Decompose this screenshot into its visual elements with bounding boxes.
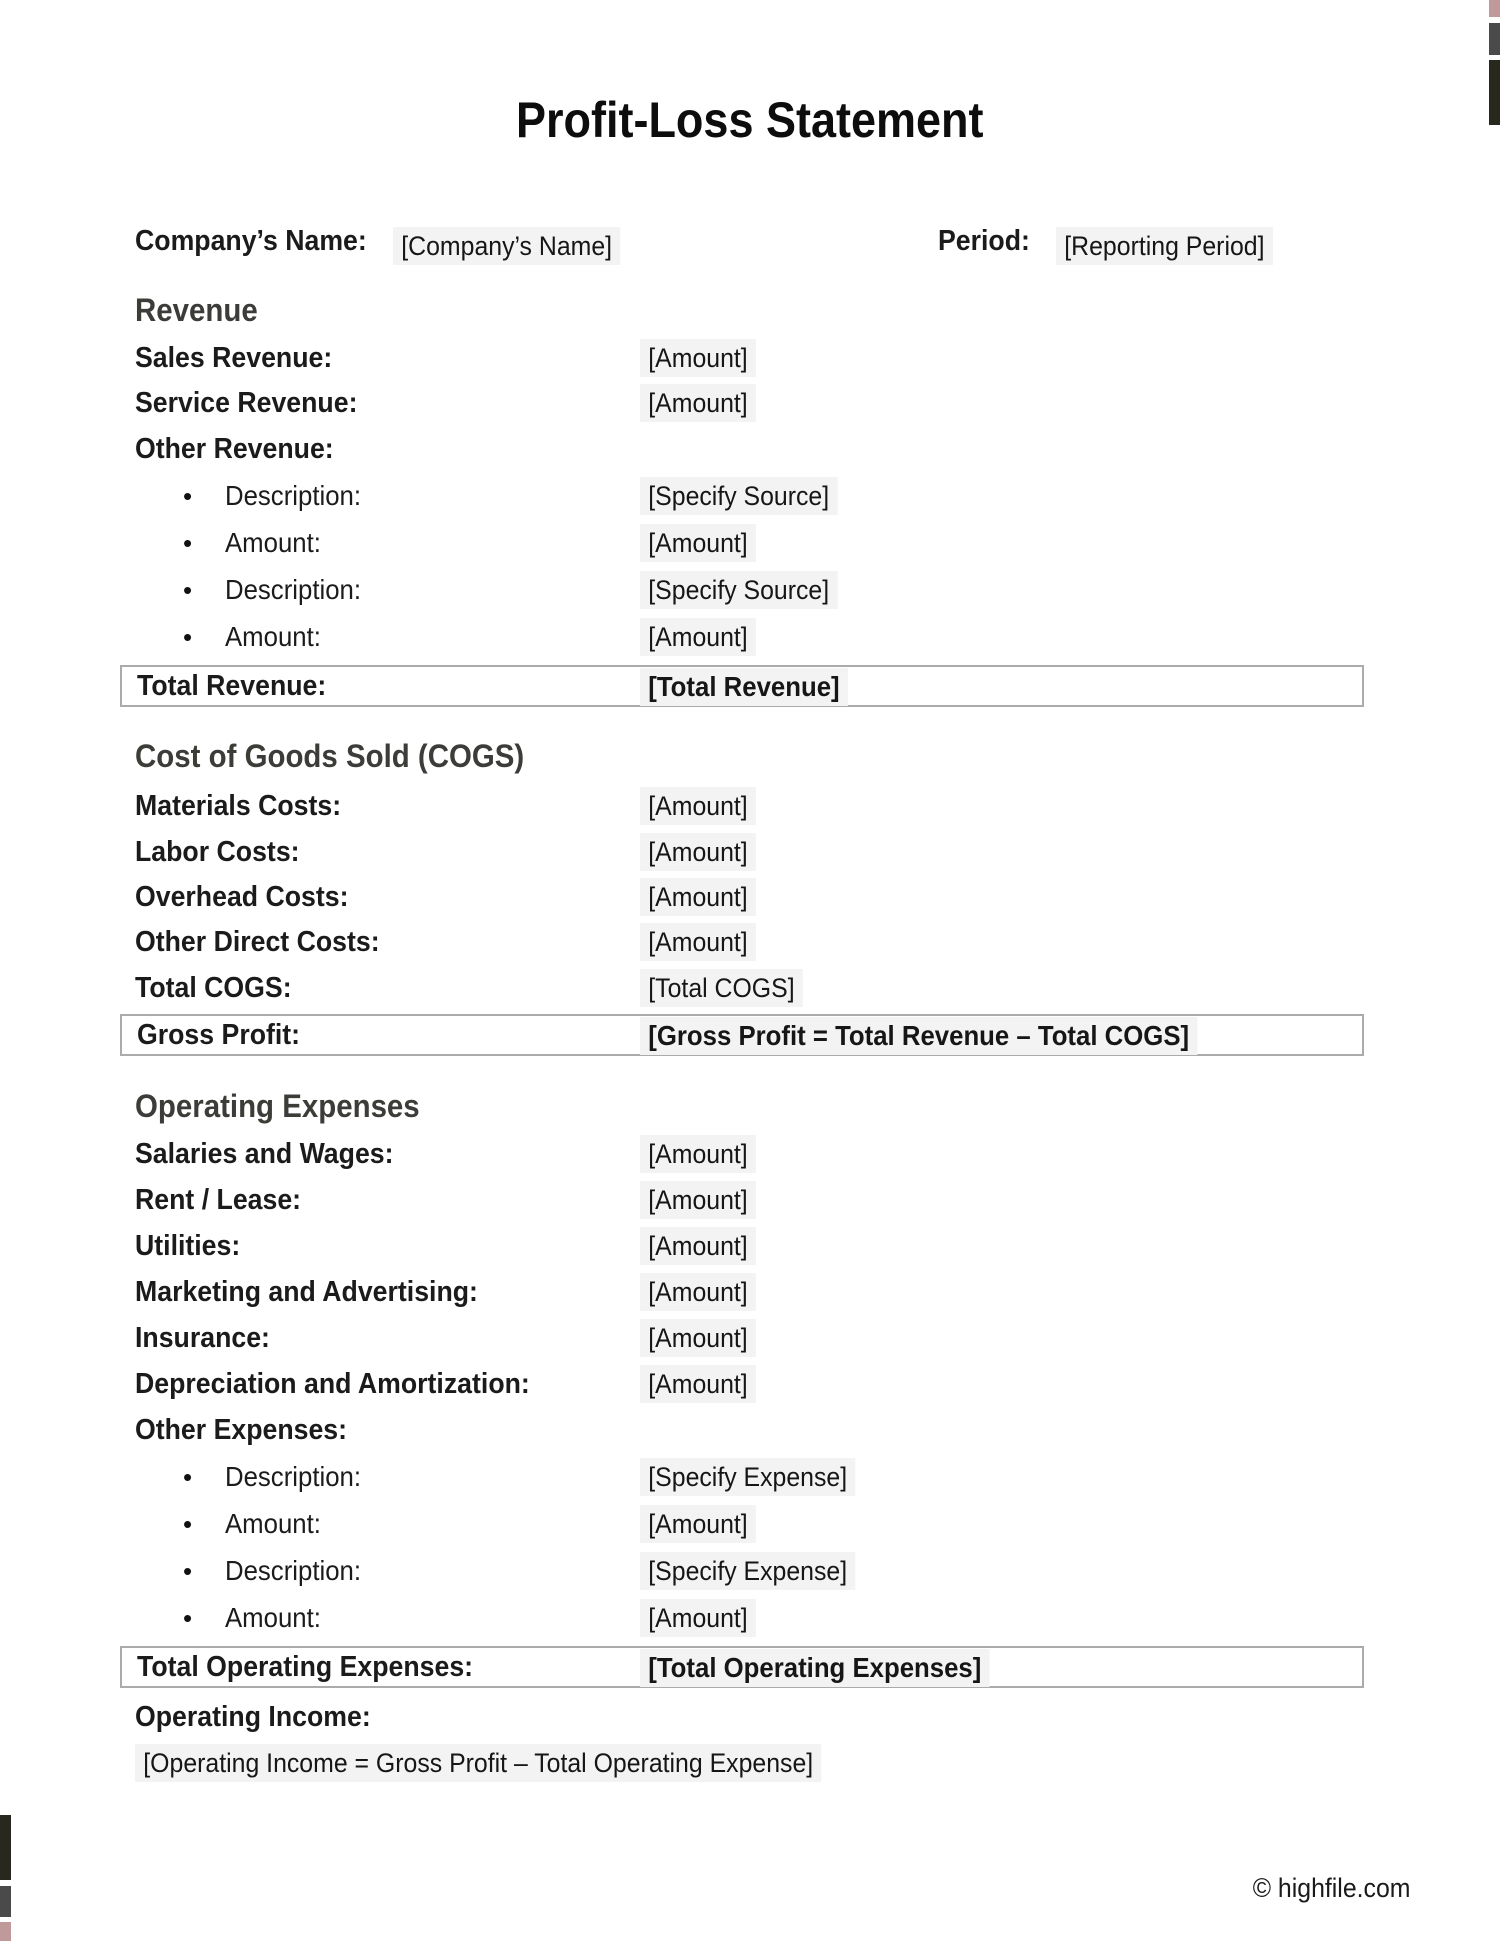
total-revenue-value: [Total Revenue] — [640, 668, 866, 706]
period-label: Period: — [938, 225, 1030, 257]
row-value: [Amount] — [640, 384, 766, 431]
opex-bullet-amount-1 — [135, 1501, 1365, 1547]
page-edge-artifact-bottom-left-gray — [0, 1886, 11, 1917]
bullet-value: [Specify Expense] — [640, 1458, 874, 1505]
row-label: Other Revenue: — [135, 433, 334, 465]
row-value: [Amount] — [640, 878, 766, 925]
row-label: Sales Revenue: — [135, 342, 333, 374]
row-value: [Amount] — [640, 923, 766, 970]
bullet-label: Description: — [225, 574, 362, 605]
page-edge-artifact-top-right-rose — [1489, 0, 1500, 17]
bullet-label: Amount: — [225, 621, 321, 652]
operating-income-row — [135, 1694, 1365, 1740]
row-label: Salaries and Wages: — [135, 1138, 394, 1170]
opex-row-marketing — [135, 1269, 1365, 1315]
page-edge-artifact-top-right-gray — [1489, 23, 1500, 55]
opex-bullet-description-2 — [135, 1548, 1365, 1594]
revenue-bullet-amount-2 — [135, 614, 1365, 660]
row-value: [Total COGS] — [640, 969, 817, 1016]
row-value: [Amount] — [640, 1135, 766, 1182]
opex-bullet-description-1 — [135, 1454, 1365, 1500]
row-value: [Amount] — [640, 1227, 766, 1274]
opex-row-depreciation — [135, 1361, 1365, 1407]
footer-copyright: © highfile.com — [1252, 1873, 1410, 1903]
company-name-placeholder: [Company’s Name] — [393, 223, 640, 269]
row-label: Materials Costs: — [135, 790, 342, 822]
gross-profit-box — [120, 1014, 1364, 1056]
bullet-icon — [183, 1595, 192, 1641]
row-value: [Amount] — [640, 1319, 766, 1366]
row-label: Rent / Lease: — [135, 1184, 302, 1216]
bullet-icon — [183, 614, 192, 660]
row-label: Total COGS: — [135, 972, 292, 1004]
bullet-icon — [183, 1501, 192, 1547]
revenue-row-other — [135, 426, 1365, 472]
total-operating-expenses-box — [120, 1646, 1364, 1688]
page-edge-artifact-bottom-left-rose — [0, 1922, 11, 1941]
row-value: [Amount] — [640, 787, 766, 834]
row-label: Utilities: — [135, 1230, 241, 1262]
bullet-icon — [183, 567, 192, 613]
cogs-row-materials — [135, 783, 1365, 829]
bullet-icon — [183, 1548, 192, 1594]
revenue-bullet-amount-1 — [135, 520, 1365, 566]
cogs-row-labor — [135, 829, 1365, 875]
row-value: [Amount] — [640, 339, 766, 386]
row-label: Labor Costs: — [135, 836, 300, 868]
revenue-bullet-description-1 — [135, 473, 1365, 519]
company-name-label: Company’s Name: — [135, 225, 367, 257]
footer — [1239, 1870, 1410, 1906]
bullet-label: Amount: — [225, 1602, 321, 1633]
page-title — [0, 88, 1500, 152]
bullet-icon — [183, 1454, 192, 1500]
revenue-section-heading: Revenue — [135, 292, 258, 328]
row-label: Insurance: — [135, 1322, 270, 1354]
bullet-icon — [183, 473, 192, 519]
total-operating-expenses-value: [Total Operating Expenses] — [640, 1649, 1020, 1687]
bullet-label: Amount: — [225, 527, 321, 558]
bullet-value: [Specify Source] — [640, 477, 855, 524]
operating-income-formula: [Operating Income = Gross Profit – Total Operating Expense] — [135, 1744, 821, 1782]
bullet-label: Description: — [225, 480, 362, 511]
opex-row-rent — [135, 1177, 1365, 1223]
bullet-label: Amount: — [225, 1508, 321, 1539]
row-label: Other Expenses: — [135, 1414, 348, 1446]
opex-row-utilities — [135, 1223, 1365, 1269]
bullet-value: [Specify Expense] — [640, 1552, 874, 1599]
cogs-row-other-direct — [135, 919, 1365, 965]
period-placeholder: [Reporting Period] — [1056, 223, 1292, 269]
cogs-section-heading: Cost of Goods Sold (COGS) — [135, 738, 525, 774]
row-value: [Amount] — [640, 1273, 766, 1320]
row-label: Service Revenue: — [135, 387, 358, 419]
gross-profit-value: [Gross Profit = Total Revenue – Total COGS] — [640, 1017, 1246, 1055]
revenue-row-sales — [135, 335, 1365, 381]
document-header-row — [0, 218, 1500, 264]
bullet-value: [Amount] — [640, 524, 766, 571]
cogs-row-overhead — [135, 874, 1365, 920]
total-revenue-label: Total Revenue: — [137, 670, 327, 702]
page-title-text: Profit-Loss Statement — [516, 92, 984, 148]
bullet-icon — [183, 520, 192, 566]
row-label: Depreciation and Amortization: — [135, 1368, 530, 1400]
row-label: Marketing and Advertising: — [135, 1276, 478, 1308]
row-label: Overhead Costs: — [135, 881, 349, 913]
revenue-bullet-description-2 — [135, 567, 1365, 613]
operating-income-formula-row — [135, 1744, 881, 1782]
total-revenue-box — [120, 665, 1364, 707]
operating-income-label: Operating Income: — [135, 1701, 371, 1733]
bullet-value: [Amount] — [640, 618, 766, 665]
gross-profit-label: Gross Profit: — [137, 1019, 301, 1051]
row-value: [Amount] — [640, 833, 766, 880]
cogs-row-total-cogs — [135, 965, 1365, 1011]
page-edge-artifact-bottom-left-charcoal — [0, 1815, 11, 1880]
opex-row-insurance — [135, 1315, 1365, 1361]
operating-expenses-section-heading: Operating Expenses — [135, 1088, 420, 1124]
bullet-label: Description: — [225, 1461, 362, 1492]
opex-bullet-amount-2 — [135, 1595, 1365, 1641]
row-label: Other Direct Costs: — [135, 926, 380, 958]
bullet-value: [Amount] — [640, 1505, 766, 1552]
row-value: [Amount] — [640, 1365, 766, 1412]
opex-row-other — [135, 1407, 1365, 1453]
revenue-row-service — [135, 380, 1365, 426]
bullet-value: [Specify Source] — [640, 571, 855, 618]
total-operating-expenses-label: Total Operating Expenses: — [137, 1651, 474, 1683]
bullet-value: [Amount] — [640, 1599, 766, 1646]
opex-row-salaries — [135, 1131, 1365, 1177]
bullet-label: Description: — [225, 1555, 362, 1586]
row-value: [Amount] — [640, 1181, 766, 1228]
